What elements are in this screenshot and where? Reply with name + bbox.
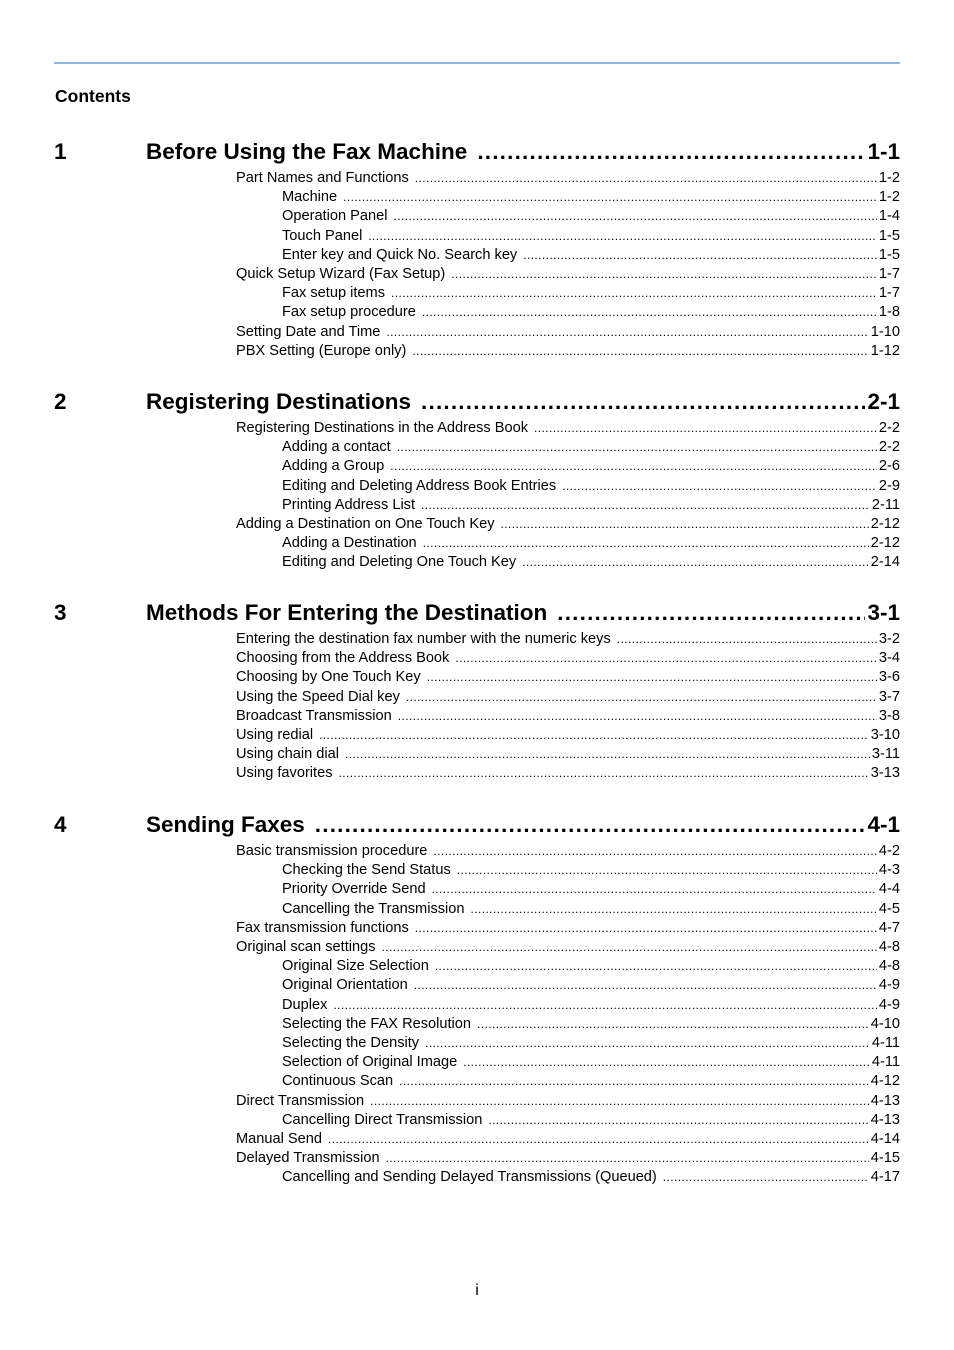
entry-page: 4-4 [878, 881, 900, 898]
entry-title: Using redial [236, 727, 314, 743]
dot-leader [399, 1072, 869, 1091]
entry-page: 4-13 [870, 1111, 900, 1128]
entry-page: 2-12 [870, 516, 900, 532]
entry-title: Part Names and Functions [236, 170, 409, 186]
chapter-title: Before Using the Fax Machine [146, 139, 468, 164]
entry-title: Delayed Transmission [236, 1150, 380, 1167]
chapter-heading[interactable] [0, 389, 954, 415]
entry-page: 2-9 [878, 477, 900, 494]
toc-section-entry[interactable] [236, 265, 900, 284]
dot-leader [451, 265, 877, 284]
entry-page: 3-13 [870, 765, 900, 782]
entry-page: 4-7 [878, 919, 900, 936]
toc-subsection-entry[interactable] [282, 1053, 900, 1072]
dot-leader [386, 1149, 869, 1168]
entry-page: 1-12 [870, 342, 900, 359]
dot-leader [433, 842, 876, 861]
toc-section-entry[interactable] [236, 342, 900, 361]
entry-title: Touch Panel [282, 227, 363, 244]
entry-page: 3-4 [878, 650, 900, 667]
toc-section-entry[interactable] [236, 688, 900, 707]
toc-subsection-entry[interactable] [282, 996, 900, 1015]
page-title: Contents [55, 86, 131, 106]
entry-page: 1-2 [878, 189, 900, 206]
dot-leader [345, 745, 870, 764]
entry-title: Direct Transmission [236, 1092, 365, 1109]
entry-title: Using the Speed Dial key [236, 688, 400, 705]
entry-title: Continuous Scan [282, 1073, 394, 1090]
chapter-page: 4-1 [867, 812, 900, 837]
dot-leader [488, 1111, 868, 1130]
toc-subsection-entry[interactable] [282, 438, 900, 457]
dot-leader [343, 188, 877, 207]
entry-page: 2-2 [878, 439, 900, 456]
entry-page: 4-11 [871, 1054, 900, 1071]
toc-section-entry[interactable] [236, 323, 900, 342]
dot-leader [423, 534, 869, 553]
dot-leader [522, 553, 869, 572]
chapter-number: 4 [54, 812, 67, 837]
chapter-title: Sending Faxes [146, 812, 305, 837]
entry-page: 1-5 [878, 246, 900, 263]
entry-title: Choosing from the Address Book [236, 650, 450, 667]
entry-title: Basic transmission procedure [236, 843, 428, 859]
dot-leader [386, 323, 868, 342]
entry-page: 3-11 [871, 746, 900, 763]
dot-leader [617, 630, 877, 649]
dot-leader [421, 496, 870, 515]
entry-page: 4-10 [870, 1015, 900, 1032]
entry-page: 1-7 [878, 266, 900, 282]
chapter-line [146, 600, 900, 626]
toc-section-entry[interactable] [236, 668, 900, 687]
entry-page: 2-6 [878, 458, 900, 475]
toc-subsection-entry[interactable] [282, 1168, 900, 1187]
dot-leader [370, 1092, 869, 1111]
entry-title: Editing and Deleting Address Book Entries [282, 477, 557, 494]
dot-leader [663, 1168, 869, 1187]
chapter-heading[interactable] [0, 600, 954, 626]
entry-title: Printing Address List [282, 496, 416, 513]
toc-subsection-entry[interactable] [282, 227, 900, 246]
entry-title: Adding a Destination on One Touch Key [236, 516, 495, 532]
toc-subsection-entry[interactable] [282, 900, 900, 919]
entry-page: 4-9 [878, 977, 900, 994]
dot-leader [432, 880, 877, 899]
chapter-number: 1 [54, 139, 67, 164]
dot-leader [557, 600, 865, 626]
toc-subsection-entry[interactable] [282, 957, 900, 976]
toc-subsection-entry[interactable] [282, 861, 900, 880]
toc-subsection-entry[interactable] [282, 477, 900, 496]
dot-leader [421, 389, 865, 415]
dot-leader [534, 419, 877, 438]
entry-page: 1-8 [878, 304, 900, 321]
dot-leader [328, 1130, 869, 1149]
toc-subsection-entry[interactable] [282, 246, 900, 265]
entry-title: Adding a Group [282, 458, 385, 475]
dot-leader [333, 996, 876, 1015]
page-number: i [475, 1282, 479, 1299]
toc-section-entry[interactable] [236, 707, 900, 726]
entry-page: 2-11 [871, 496, 900, 513]
chapter-line [146, 812, 900, 838]
dot-leader [415, 169, 877, 188]
dot-leader [523, 246, 877, 265]
chapter-title: Registering Destinations [146, 389, 412, 414]
toc-section-entry[interactable] [236, 649, 900, 668]
chapter-page: 3-1 [867, 600, 900, 625]
entry-page: 1-2 [878, 170, 900, 186]
toc-section-entry[interactable] [236, 1130, 900, 1149]
entry-title: Selecting the FAX Resolution [282, 1015, 472, 1032]
entry-title: Quick Setup Wizard (Fax Setup) [236, 266, 446, 282]
dot-leader [477, 139, 865, 165]
entry-title: Original Orientation [282, 977, 408, 994]
entry-title: Original scan settings [236, 939, 376, 955]
dot-leader [415, 919, 877, 938]
toc-section-entry[interactable] [236, 938, 900, 957]
entry-title: Priority Override Send [282, 881, 426, 898]
entry-title: Broadcast Transmission [236, 707, 392, 724]
dot-leader [435, 957, 877, 976]
entry-title: Machine [282, 189, 338, 206]
entry-page: 4-14 [870, 1131, 900, 1147]
entry-title: Cancelling and Sending Delayed Transmissions (Queued) [282, 1169, 657, 1186]
entry-title: Using chain dial [236, 746, 340, 763]
toc-subsection-entry[interactable] [282, 1111, 900, 1130]
entry-title: Operation Panel [282, 208, 388, 225]
entry-page: 2-2 [878, 420, 900, 436]
entry-page: 1-10 [870, 323, 900, 340]
entry-title: Choosing by One Touch Key [236, 669, 421, 686]
entry-page: 4-17 [870, 1169, 900, 1186]
entry-page: 2-14 [870, 554, 900, 571]
entry-title: Checking the Send Status [282, 862, 451, 879]
entry-page: 4-9 [878, 996, 900, 1013]
dot-leader [397, 438, 877, 457]
toc-subsection-entry[interactable] [282, 207, 900, 226]
dot-leader [422, 303, 877, 322]
dot-leader [368, 227, 877, 246]
dot-leader [382, 938, 877, 957]
chapter-heading[interactable] [0, 139, 954, 165]
entry-title: Selecting the Density [282, 1035, 420, 1051]
toc-section-entry[interactable] [236, 169, 900, 188]
chapter-page: 2-1 [867, 389, 900, 414]
entry-title: Registering Destinations in the Address Book [236, 420, 529, 436]
toc-section-entry[interactable] [236, 764, 900, 783]
toc-section-entry[interactable] [236, 630, 900, 649]
entry-page: 1-5 [878, 227, 900, 244]
entry-title: Cancelling Direct Transmission [282, 1111, 483, 1128]
entry-title: Adding a Destination [282, 535, 417, 552]
toc-subsection-entry[interactable] [282, 880, 900, 899]
entry-title: Fax setup items [282, 285, 386, 302]
dot-leader [406, 688, 877, 707]
entry-title: Setting Date and Time [236, 323, 381, 340]
dot-leader [471, 900, 877, 919]
entry-page: 4-8 [878, 939, 900, 955]
chapter-line [146, 139, 900, 165]
dot-leader [501, 515, 869, 534]
entry-title: Manual Send [236, 1131, 323, 1147]
entry-page: 4-13 [870, 1092, 900, 1109]
dot-leader [391, 284, 877, 303]
toc-subsection-entry[interactable] [282, 976, 900, 995]
chapter-number: 3 [54, 600, 67, 625]
entry-title: PBX Setting (Europe only) [236, 342, 407, 359]
toc-section-entry[interactable] [236, 515, 900, 534]
toc-subsection-entry[interactable] [282, 1015, 900, 1034]
dot-leader [457, 861, 877, 880]
dot-leader [315, 812, 866, 838]
entry-title: Enter key and Quick No. Search key [282, 246, 518, 263]
dot-leader [412, 342, 868, 361]
dot-leader [398, 707, 877, 726]
dot-leader [393, 207, 876, 226]
dot-leader [562, 477, 877, 496]
toc-section-entry[interactable] [236, 419, 900, 438]
toc-subsection-entry[interactable] [282, 284, 900, 303]
entry-page: 4-12 [870, 1073, 900, 1090]
entry-title: Cancelling the Transmission [282, 900, 465, 917]
entry-page: 2-12 [870, 535, 900, 552]
chapter-page: 1-1 [867, 139, 900, 164]
header-rule [54, 62, 900, 64]
entry-title: Fax setup procedure [282, 304, 416, 321]
dot-leader [414, 976, 877, 995]
dot-leader [339, 764, 869, 783]
toc-section-entry[interactable] [236, 1092, 900, 1111]
toc-subsection-entry[interactable] [282, 553, 900, 572]
entry-page: 3-8 [878, 707, 900, 724]
entry-title: Using favorites [236, 765, 333, 782]
dot-leader [425, 1034, 870, 1053]
toc-section-entry[interactable] [236, 842, 900, 861]
dot-leader [477, 1015, 869, 1034]
dot-leader [455, 649, 877, 668]
entry-page: 3-10 [870, 727, 900, 743]
toc-subsection-entry[interactable] [282, 1034, 900, 1053]
entry-page: 3-6 [878, 669, 900, 686]
entry-title: Original Size Selection [282, 958, 429, 975]
dot-leader [427, 668, 877, 687]
toc-subsection-entry[interactable] [282, 1072, 900, 1091]
toc-subsection-entry[interactable] [282, 303, 900, 322]
entry-page: 3-2 [878, 631, 900, 647]
toc-section-entry[interactable] [236, 919, 900, 938]
toc-section-entry[interactable] [236, 745, 900, 764]
entry-page: 1-7 [878, 285, 900, 302]
entry-title: Adding a contact [282, 439, 391, 456]
toc-subsection-entry[interactable] [282, 496, 900, 515]
entry-page: 4-8 [878, 958, 900, 975]
entry-title: Entering the destination fax number with the numeric keys [236, 631, 611, 647]
entry-title: Selection of Original Image [282, 1054, 458, 1071]
entry-title: Fax transmission functions [236, 919, 409, 936]
entry-title: Duplex [282, 996, 328, 1013]
entry-page: 4-3 [878, 862, 900, 879]
dot-leader [319, 726, 869, 745]
chapter-line [146, 389, 900, 415]
entry-page: 3-7 [878, 688, 900, 705]
entry-page: 1-4 [878, 208, 900, 225]
toc-section-entry[interactable] [236, 726, 900, 745]
toc-subsection-entry[interactable] [282, 457, 900, 476]
entry-page: 4-11 [871, 1035, 900, 1051]
chapter-title: Methods For Entering the Destination [146, 600, 548, 625]
toc-section-entry[interactable] [236, 1149, 900, 1168]
toc-subsection-entry[interactable] [282, 534, 900, 553]
toc-subsection-entry[interactable] [282, 188, 900, 207]
entry-page: 4-5 [878, 900, 900, 917]
dot-leader [390, 457, 877, 476]
entry-page: 4-2 [878, 843, 900, 859]
entry-page: 4-15 [870, 1150, 900, 1167]
entry-title: Editing and Deleting One Touch Key [282, 554, 517, 571]
dot-leader [463, 1053, 870, 1072]
chapter-number: 2 [54, 389, 67, 414]
chapter-heading[interactable] [0, 812, 954, 838]
